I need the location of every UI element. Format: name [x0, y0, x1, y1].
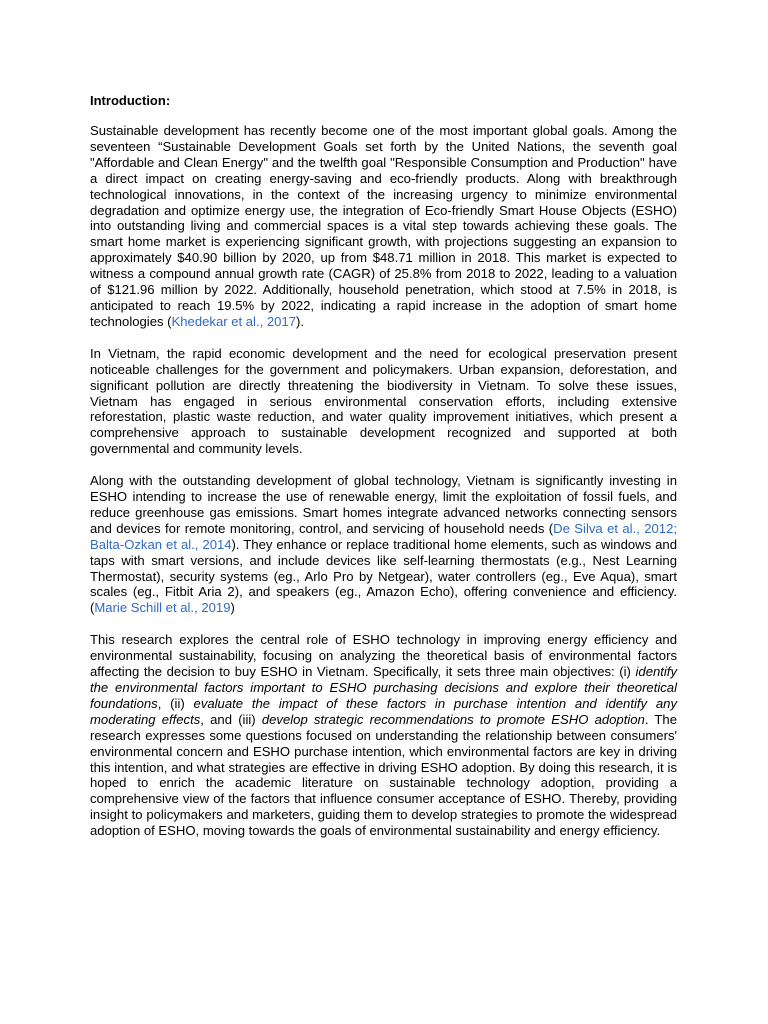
paragraph-4-sep: , (ii) [157, 695, 194, 711]
paragraph-2-text: In Vietnam, the rapid economic development and the need for ecological preservation present noticeable challenges for the government and policymakers. Urban expansion, deforestation, and significant pollution are directly threatening the biodiversity in Vietnam. To solve these issues, Vietnam has engaged in serious environmental conservation efforts, including extensive reforestation, plastic waste reduction, and water quality improvement initiatives, which present a comprehensive approach to sustainable development recognized and supported at both governmental and community levels. [90, 345, 677, 457]
objective-3: develop strategic recommendations to promote ESHO adoption [261, 711, 645, 727]
paragraph-2 [90, 346, 677, 457]
paragraph-3-text: Along with the outstanding development of global technology, Vietnam is significantly investing in ESHO intending to increase the use of renewable energy, limit the exploitation of fossil fuels, and reduce greenhouse gas emissions. Smart homes integrate advanced networks connecting sensors and devices for remote monitoring, control, and servicing of household needs ( [90, 473, 677, 536]
paragraph-1-text: Sustainable development has recently become one of the most important global goals. Among the seventeen “Sustainable Development Goals set forth by the United Nations, the seventh goal "Affordable and Clean Energy" and the twelfth goal "Responsible Consumption and Production" have a direct impact on creating energy-saving and eco-friendly products. Along with breakthrough technological innovations, in the context of the increasing urgency to minimize environmental degradation and optimize energy use, the integration of Eco-friendly Smart House Objects (ESHO) into outstanding living and commercial spaces is a vital step towards achieving these goals. The smart home market is experiencing significant growth, with projections suggesting an expansion to approximately $40.90 billion by 2020, up from $48.71 million in 2018. This market is expected to witness a compound annual growth rate (CAGR) of 25.8% from 2018 to 2022, leading to a valuation of $121.96 million by 2022. Additionally, household penetration, which stood at 7.5% in 2018, is anticipated to reach 19.5% by 2022, indicating a rapid increase in the adoption of smart home technologies ( [90, 123, 677, 329]
citation-link[interactable]: De Silva et al., 2012; Balta-Ozkan et al., 2014 [90, 520, 677, 552]
paragraph-4 [90, 632, 677, 839]
paragraph-4-tail: . The research expresses some questions focused on understanding the relationship between consumers' environmental concern and ESHO purchase intention, which environmental factors are key in driving this intention, and what strategies are effective in driving ESHO adoption. By doing this research, it is hoped to enrich the academic literature on sustainable technology adoption, providing a comprehensive view of the factors that influence consumer acceptance of ESHO. Thereby, providing insight to policymakers and marketers, guiding them to develop strategies to promote the widespread adoption of ESHO, moving towards the goals of environmental sustainability and energy efficiency. [90, 711, 677, 839]
document-page [90, 93, 677, 855]
paragraph-3 [90, 473, 677, 616]
paragraph-1 [90, 123, 677, 330]
paragraph-3-middle: ). They enhance or replace traditional home elements, such as windows and taps with smart versions, and include devices like self-learning thermostats (e.g., Nest Learning Thermostat), security systems (eg., Arlo Pro by Netgear), water controllers (eg., Eve Aqua), smart scales (eg., Fitbit Aria 2), and speakers (eg., Amazon Echo), offering convenience and efficiency. ( [90, 536, 677, 616]
objective-1: identify the environmental factors important to ESHO purchasing decisions and explore their theoretical foundations [90, 664, 677, 711]
section-heading: Introduction: [90, 93, 171, 108]
paragraph-3-tail: ) [230, 600, 235, 616]
paragraph-4-text: This research explores the central role of ESHO technology in improving energy efficiency and environmental sustainability, focusing on analyzing the theoretical basis of environmental factors affecting the decision to buy ESHO in Vietnam. Specifically, it sets three main objectives: (i) [90, 632, 677, 680]
paragraph-1-tail: ). [296, 313, 305, 329]
citation-link[interactable]: Khedekar et al., 2017 [171, 313, 297, 329]
paragraph-4-sep: , and (iii) [200, 711, 262, 727]
citation-link[interactable]: Marie Schill et al., 2019 [94, 600, 231, 616]
objective-2: evaluate the impact of these factors in purchase intention and identify any moderating effects [90, 695, 677, 727]
